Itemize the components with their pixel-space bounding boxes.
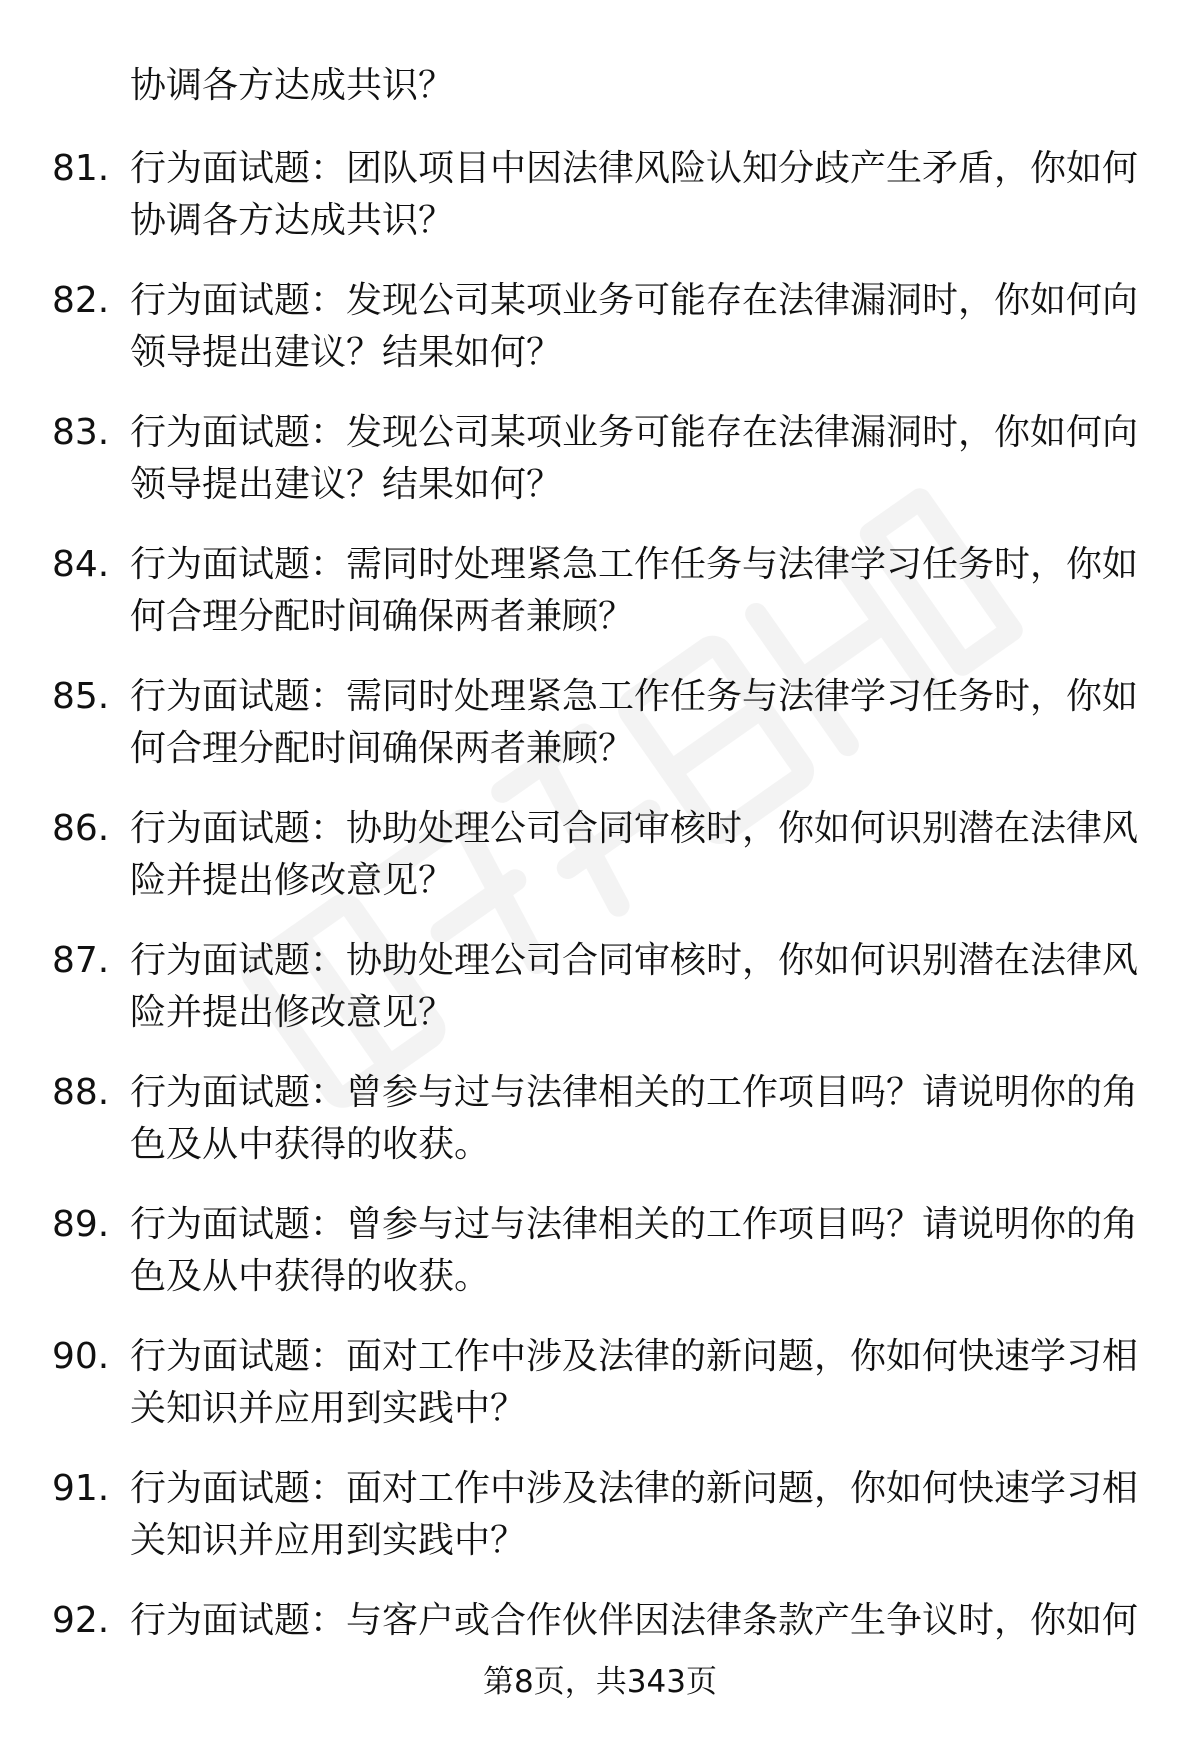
question-text: 行为面试题：需同时处理紧急工作任务与法律学习任务时，你如 何合理分配时间确保两者兼顾？ <box>130 544 1139 637</box>
question-number: 92. <box>52 1600 110 1641</box>
list-item <box>0 407 1200 539</box>
question-text: 行为面试题：团队项目中因法律风险认知分歧产生矛盾，你如何 协调各方达成共识？ <box>130 148 1139 241</box>
question-text: 行为面试题：协助处理公司合同审核时，你如何识别潜在法律风 险并提出修改意见？ <box>130 940 1139 1033</box>
question-number: 83. <box>52 412 110 453</box>
question-number: 87. <box>52 940 110 981</box>
continuation-text: 协调各方达成共识？ <box>130 65 455 106</box>
list-item <box>0 143 1200 275</box>
list-item <box>0 803 1200 935</box>
list-item <box>0 1463 1200 1595</box>
question-number: 88. <box>52 1072 110 1113</box>
question-number: 86. <box>52 808 110 849</box>
question-text: 行为面试题：需同时处理紧急工作任务与法律学习任务时，你如 何合理分配时间确保两者兼顾？ <box>130 676 1139 769</box>
page-footer: 第8页，共343页 <box>483 1664 717 1700</box>
list-item <box>0 1199 1200 1331</box>
question-text: 行为面试题：发现公司某项业务可能存在法律漏洞时，你如何向 领导提出建议？结果如何？ <box>130 412 1139 505</box>
question-number: 90. <box>52 1336 110 1377</box>
question-list <box>0 143 1200 1727</box>
list-item <box>0 1331 1200 1463</box>
question-text: 行为面试题：面对工作中涉及法律的新问题，你如何快速学习相 关知识并应用到实践中？ <box>130 1336 1139 1429</box>
question-text: 行为面试题：发现公司某项业务可能存在法律漏洞时，你如何向 领导提出建议？结果如何？ <box>130 280 1139 373</box>
question-number: 81. <box>52 148 110 189</box>
question-number: 85. <box>52 676 110 717</box>
question-text: 行为面试题：曾参与过与法律相关的工作项目吗？请说明你的角 色及从中获得的收获。 <box>130 1204 1139 1297</box>
list-item <box>0 671 1200 803</box>
question-number: 82. <box>52 280 110 321</box>
question-number: 89. <box>52 1204 110 1245</box>
list-item <box>0 539 1200 671</box>
question-text: 行为面试题：曾参与过与法律相关的工作项目吗？请说明你的角 色及从中获得的收获。 <box>130 1072 1139 1165</box>
question-text: 行为面试题：协助处理公司合同审核时，你如何识别潜在法律风 险并提出修改意见？ <box>130 808 1139 901</box>
question-number: 84. <box>52 544 110 585</box>
question-text: 行为面试题：面对工作中涉及法律的新问题，你如何快速学习相 关知识并应用到实践中？ <box>130 1468 1139 1561</box>
list-item <box>0 1067 1200 1199</box>
question-number: 91. <box>52 1468 110 1509</box>
question-text: 行为面试题：与客户或合作伙伴因法律条款产生争议时，你如何 <box>130 1600 1139 1641</box>
list-item <box>0 275 1200 407</box>
list-item <box>0 935 1200 1067</box>
